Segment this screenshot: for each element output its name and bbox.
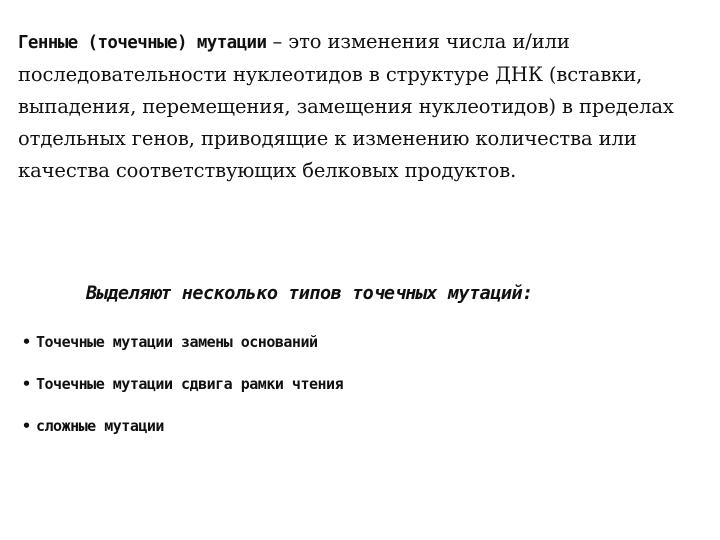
list-item bbox=[22, 415, 702, 437]
definition-text: это изменения числа и/или последовательности нуклеотидов в структуре ДНК (вставки, выпадения, перемещения, замещения нуклеотидов) в пределах отдельных генов, приводящие к изменению количества или качества соответствующих белковых продуктов. bbox=[18, 30, 674, 182]
types-heading: Выделяют несколько типов точечных мутаций: bbox=[86, 283, 533, 304]
bullet-icon: • bbox=[22, 333, 31, 351]
definition-term: Генные (точечные) мутации bbox=[18, 33, 267, 53]
list-item-label: Точечные мутации сдвига рамки чтения bbox=[36, 375, 344, 393]
bullet-icon: • bbox=[22, 375, 31, 393]
list-item bbox=[22, 373, 702, 395]
list-item-label: Точечные мутации замены оснований bbox=[36, 333, 318, 351]
definition-dash: – bbox=[272, 30, 283, 53]
bullet-icon: • bbox=[22, 417, 31, 435]
list-item-label: сложные мутации bbox=[36, 417, 164, 435]
mutation-types-list bbox=[22, 331, 702, 457]
definition-paragraph bbox=[18, 26, 708, 187]
list-item bbox=[22, 331, 702, 353]
